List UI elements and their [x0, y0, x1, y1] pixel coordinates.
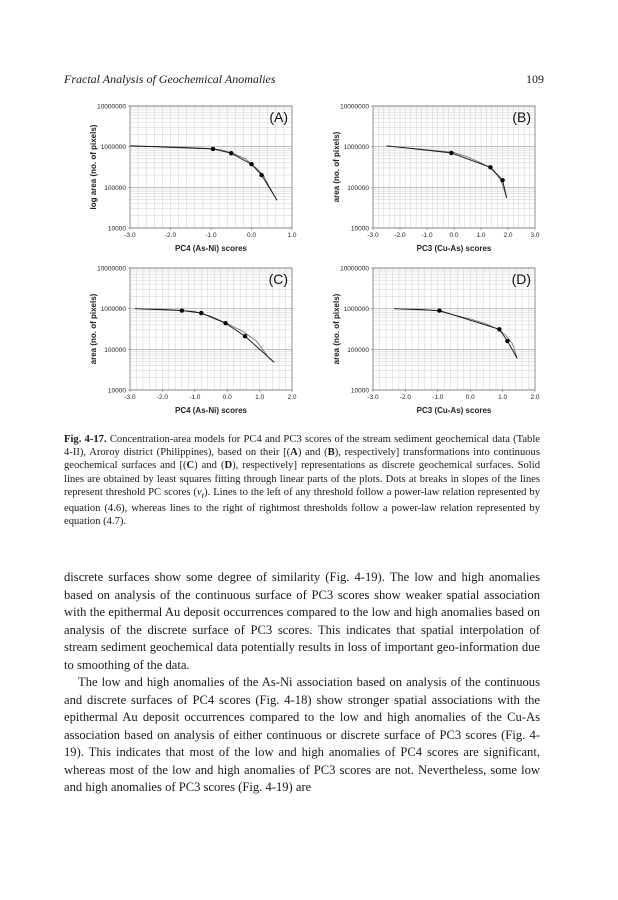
threshold-point: [437, 308, 441, 312]
x-axis-label: PC4 (As-Ni) scores: [174, 244, 248, 253]
x-tick-label: 0.0: [465, 394, 475, 401]
x-tick-label: 1.0: [498, 394, 508, 401]
x-tick-label: -3.0: [124, 232, 136, 239]
threshold-point: [249, 162, 253, 166]
x-tick-label: 2.0: [503, 232, 513, 239]
y-tick-label: 10000: [107, 387, 126, 395]
threshold-point: [500, 178, 504, 182]
y-tick-label: 10000000: [340, 103, 369, 111]
x-tick-label: 1.0: [287, 232, 297, 239]
y-tick-label: 1000000: [100, 306, 126, 314]
y-tick-label: 10000000: [340, 265, 369, 273]
y-tick-label: 100000: [104, 184, 126, 192]
y-tick-label: 100000: [347, 184, 369, 192]
chart-svg: [325, 100, 561, 263]
panel-label: (C): [268, 271, 288, 287]
y-tick-label: 1000000: [100, 144, 126, 152]
x-tick-label: -1.0: [432, 394, 444, 401]
y-axis-label: log area (no. of pixels): [89, 124, 98, 210]
running-title: Fractal Analysis of Geochemical Anomalies: [64, 72, 276, 86]
x-tick-label: -2.0: [156, 394, 169, 401]
body-text: [64, 569, 540, 797]
threshold-point: [223, 321, 227, 325]
y-tick-label: 10000000: [97, 265, 126, 273]
x-tick-label: -2.0: [164, 232, 177, 239]
x-tick-label: 1.0: [255, 394, 265, 401]
chart-panel-b: [325, 100, 561, 263]
x-tick-label: -3.0: [124, 394, 136, 401]
x-axis-label: PC3 (Cu-As) scores: [416, 406, 492, 415]
figure-caption: Fig. 4-17. Concentration-area models for PC4 and PC3 scores of the stream sediment geochemical data (Table 4-II), Aroroy district (Philippines), based on their [(A) and (B), respectively] transformations into continuous geochemical surfaces and [(C) and (D), respectively] representations as discrete geochemical surfaces. Solid lines are obtained by least squares fitting through linear parts of the plots. Dots at breaks in slopes of the lines represent threshold PC scores $(v_t)$. Lines to the left of any threshold follow a power-law relation represented by equation (4.6), whereas lines to the right of rightmost thresholds follow a power-law relation represented by equation (4.7).: [64, 434, 540, 528]
page-number: 109: [526, 72, 544, 86]
body-paragraph-2: The low and high anomalies of the As-Ni association based on analysis of the continuous and discrete surfaces of PC4 scores (Fig. 4-18) show stronger spatial associations with the epithermal Au deposit occurrences compared to the low and high anomalies of the Cu-As association based on analysis of either continuous or discrete surface of PC3 scores (Fig. 4-19). This indicates that most of the low and high anomalies of PC4 scores are significant, whereas most of the low and high anomalies of PC3 scores are not. Nevertheless, some low and high anomalies of PC3 scores (Fig. 4-19) are: [64, 675, 540, 794]
x-tick-label: 1.0: [476, 232, 486, 239]
x-axis-label: PC4 (As-Ni) scores: [174, 406, 248, 415]
x-tick-label: -3.0: [367, 232, 379, 239]
threshold-point: [180, 308, 184, 312]
x-tick-label: -1.0: [189, 394, 201, 401]
chart-svg: [82, 100, 318, 263]
panel-label: (D): [511, 271, 531, 287]
threshold-point: [505, 339, 509, 343]
chart-panel-a: [82, 100, 318, 263]
threshold-point: [211, 147, 215, 151]
x-tick-label: -1.0: [205, 232, 217, 239]
panel-label: (A): [269, 109, 288, 125]
x-tick-label: 2.0: [287, 394, 297, 401]
panel-label: (B): [512, 109, 531, 125]
y-tick-label: 100000: [104, 346, 126, 354]
y-tick-label: 10000: [350, 387, 369, 395]
y-tick-label: 10000000: [97, 103, 126, 111]
threshold-point: [488, 165, 492, 169]
x-tick-label: -2.0: [399, 394, 412, 401]
x-tick-label: 0.0: [222, 394, 232, 401]
x-tick-label: 3.0: [530, 232, 540, 239]
threshold-point: [229, 151, 233, 155]
chart-panel-d: [325, 262, 561, 425]
y-tick-label: 1000000: [343, 306, 369, 314]
threshold-point: [497, 327, 501, 331]
body-paragraph-1: discrete surfaces show some degree of similarity (Fig. 4-19). The low and high anomalies based on analysis of the continuous surface of PC3 scores show weaker spatial association with the epithermal Au deposit occurrences compared to the low and high anomalies based on analysis of the discrete surface of PC3 scores. This indicates that spatial interpolation of stream sediment geochemical data potentially results in loss of important geo-information due to smoothing of the data.: [64, 570, 540, 672]
threshold-point: [449, 151, 453, 155]
y-axis-label: area (no. of pixels): [332, 293, 341, 365]
threshold-point: [259, 173, 263, 177]
x-tick-label: -1.0: [421, 232, 433, 239]
y-axis-label: area (no. of pixels): [332, 131, 341, 203]
x-tick-label: -2.0: [394, 232, 406, 239]
x-tick-label: 2.0: [530, 394, 540, 401]
y-tick-label: 100000: [347, 346, 369, 354]
y-tick-label: 10000: [107, 225, 126, 233]
y-axis-label: area (no. of pixels): [89, 293, 98, 365]
y-tick-label: 1000000: [343, 144, 369, 152]
caption-label: Fig. 4-17.: [64, 434, 107, 445]
x-tick-label: -3.0: [367, 394, 379, 401]
x-tick-label: 0.0: [246, 232, 257, 239]
x-axis-label: PC3 (Cu-As) scores: [416, 244, 492, 253]
chart-svg: [82, 262, 318, 425]
chart-svg: [325, 262, 561, 425]
y-tick-label: 10000: [350, 225, 369, 233]
x-tick-label: 0.0: [449, 232, 459, 239]
threshold-point: [243, 334, 247, 338]
running-header: [64, 72, 544, 88]
threshold-point: [199, 311, 203, 315]
chart-panel-c: [82, 262, 318, 425]
